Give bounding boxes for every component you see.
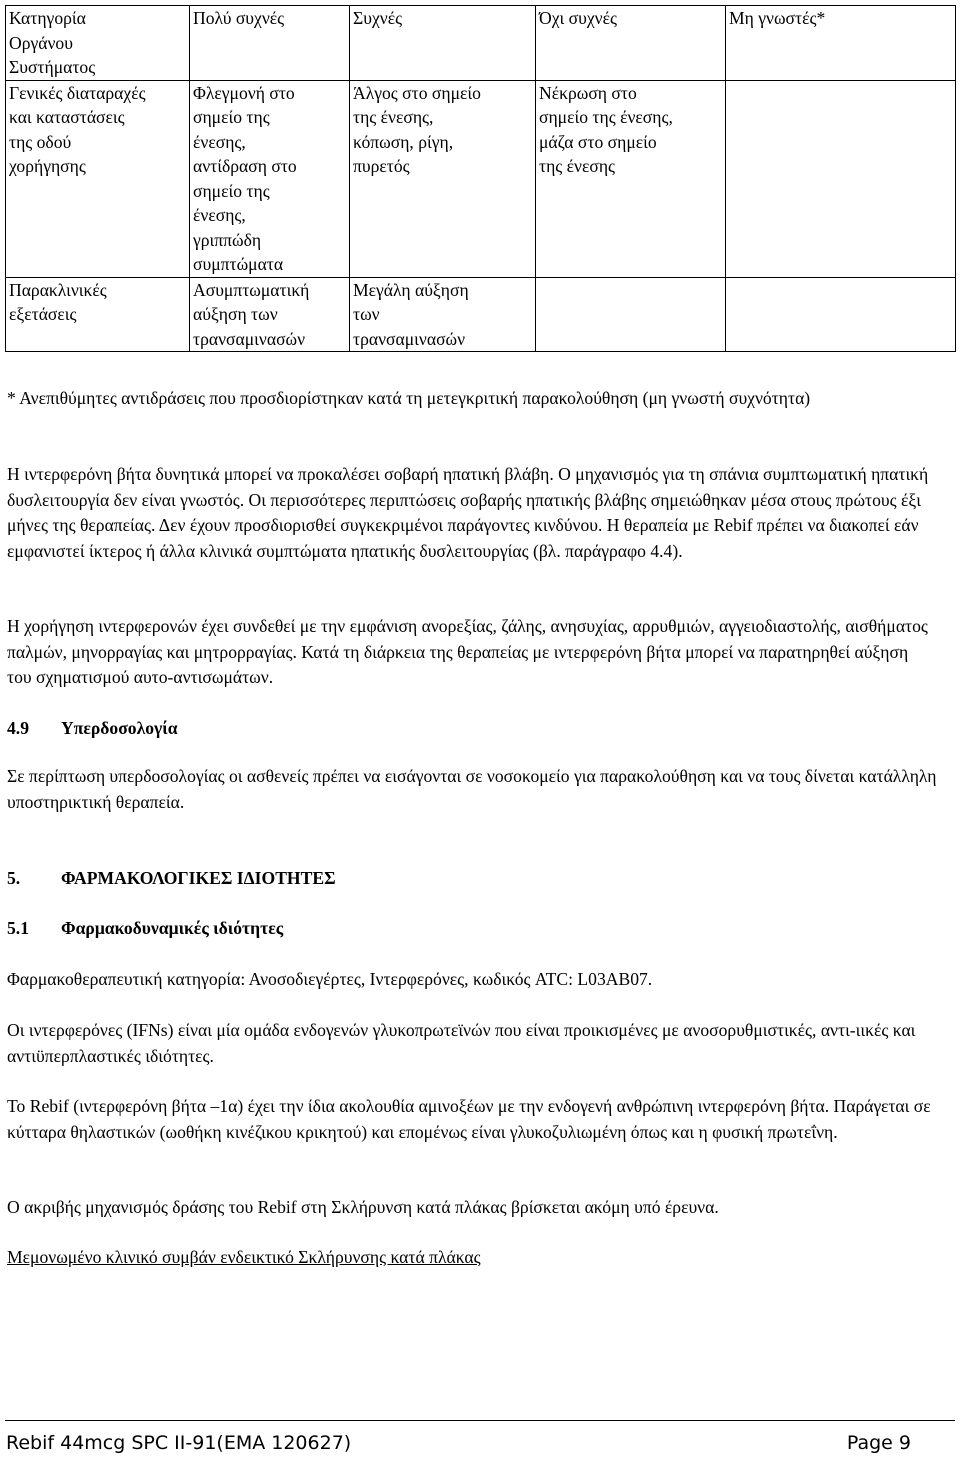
footer-document-id: Rebif 44mcg SPC II-91(EMA 120627) xyxy=(6,1432,352,1454)
header-unknown: Μη γνωστές* xyxy=(726,6,956,81)
heading-overdose xyxy=(7,716,178,741)
heading-number: 5. xyxy=(7,868,21,888)
footer-divider xyxy=(5,1420,955,1421)
heading-pharmacodynamic-properties xyxy=(7,916,283,941)
cell-common: Άλγος στο σημείο της ένεσης, κόπωση, ρίγη, πυρετός xyxy=(350,80,536,277)
cell-uncommon: Νέκρωση στο σημείο της ένεσης, μάζα στο σημείο της ένεσης xyxy=(536,80,726,277)
header-uncommon: Όχι συχνές xyxy=(536,6,726,81)
paragraph-mechanism: Ο ακριβής μηχανισμός δράσης του Rebif στη Σκλήρυνση κατά πλάκας βρίσκεται ακόμη υπό έρευνα. xyxy=(7,1197,719,1217)
footer-page-number: Page 9 xyxy=(846,1432,911,1454)
heading-number: 4.9 xyxy=(7,718,29,738)
cell-unknown xyxy=(726,80,956,277)
paragraph-overdose: Σε περίπτωση υπερδοσολογίας οι ασθενείς πρέπει να εισάγονται σε νοσοκομείο για παρακολούθηση και να τους δίνεται κατάλληλη υποστηρικτική θεραπεία. xyxy=(7,766,937,812)
cell-very-common: Ασυμπτωματική αύξηση των τρανσαμινασών xyxy=(190,277,350,352)
cell-common: Μεγάλη αύξηση των τρανσαμινασών xyxy=(350,277,536,352)
table-footnote: * Ανεπιθύμητες αντιδράσεις που προσδιορίστηκαν κατά τη μετεγκριτική παρακολούθηση (μη γνωστή συχνότητα) xyxy=(7,388,811,408)
cell-category: Γενικές διαταραχές και καταστάσεις της οδού χορήγησης xyxy=(6,80,190,277)
cell-uncommon xyxy=(536,277,726,352)
table-row xyxy=(6,80,956,277)
heading-title: Υπερδοσολογία xyxy=(61,718,178,738)
header-common: Συχνές xyxy=(350,6,536,81)
paragraph-pharmacotherapeutic: Φαρμακοθεραπευτική κατηγορία: Ανοσοδιεγέρτες, Ιντερφερόνες, κωδικός ATC: L03AB07. xyxy=(7,969,653,989)
paragraph-ifns: Οι ιντερφερόνες (IFNs) είναι μία ομάδα ενδογενών γλυκοπρωτεϊνών που είναι προικισμένες με ανοσορυθμιστικές, αντι-ιικές και αντιϋπερπλαστικές ιδιότητες. xyxy=(7,1020,916,1066)
header-category: Κατηγορία Οργάνου Συστήματος xyxy=(6,6,190,81)
heading-number: 5.1 xyxy=(7,918,29,938)
heading-pharmacological-properties xyxy=(7,866,336,891)
cell-very-common: Φλεγμονή στο σημείο της ένεσης, αντίδραση στο σημείο της ένεσης, γριππώδη συμπτώματα xyxy=(190,80,350,277)
cell-category: Παρακλινικές εξετάσεις xyxy=(6,277,190,352)
cell-unknown xyxy=(726,277,956,352)
adverse-reactions-table xyxy=(5,5,956,352)
subheading-cis: Μεμονωμένο κλινικό συμβάν ενδεικτικό Σκλήρυνσης κατά πλάκας xyxy=(7,1247,481,1267)
heading-title: ΦΑΡΜΑΚΟΛΟΓΙΚΕΣ ΙΔΙΟΤΗΤΕΣ xyxy=(61,868,336,888)
paragraph-rebif: Το Rebif (ιντερφερόνη βήτα –1α) έχει την ίδια ακολουθία αμινοξέων με την ενδογενή ανθρώπινη ιντερφερόνη βήτα. Παράγεται σε κύτταρα θηλαστικών (ωοθήκη κινέζικου κρικητού) και επομένως είναι γλυκοζυλιωμένη όπως και η φυσική πρωτεΐνη. xyxy=(7,1096,931,1142)
table-header-row xyxy=(6,6,956,81)
heading-title: Φαρμακοδυναμικές ιδιότητες xyxy=(61,918,284,938)
paragraph-interferons: Η χορήγηση ιντερφερονών έχει συνδεθεί με την εμφάνιση ανορεξίας, ζάλης, ανησυχίας, αρρυθμιών, αγγειοδιαστολής, αισθήματος παλμών, μηνορραγίας και μητρορραγίας. Κατά τη διάρκεια της θεραπείας με ιντερφερόνη βήτα μπορεί να παρατηρηθεί αύξηση του σχηματισμού αυτο-αντισωμάτων. xyxy=(7,616,928,687)
header-very-common: Πολύ συχνές xyxy=(190,6,350,81)
paragraph-hepatic: Η ιντερφερόνη βήτα δυνητικά μπορεί να προκαλέσει σοβαρή ηπατική βλάβη. Ο μηχανισμός για τη σπάνια συμπτωματική ηπατική δυσλειτουργία δεν είναι γνωστός. Οι περισσότερες περιπτώσεις σοβαρής ηπατικής βλάβης σημειώθηκαν μέσα στους πρώτους έξι μήνες της θεραπείας. Δεν έχουν προσδιορισθεί συγκεκριμένοι παράγοντες κινδύνου. Η θεραπεία με Rebif πρέπει να διακοπεί εάν εμφανιστεί ίκτερος ή άλλα κλινικά συμπτώματα ηπατικής δυσλειτουργίας (βλ. παράγραφο 4.4). xyxy=(7,464,929,561)
table-row xyxy=(6,277,956,352)
